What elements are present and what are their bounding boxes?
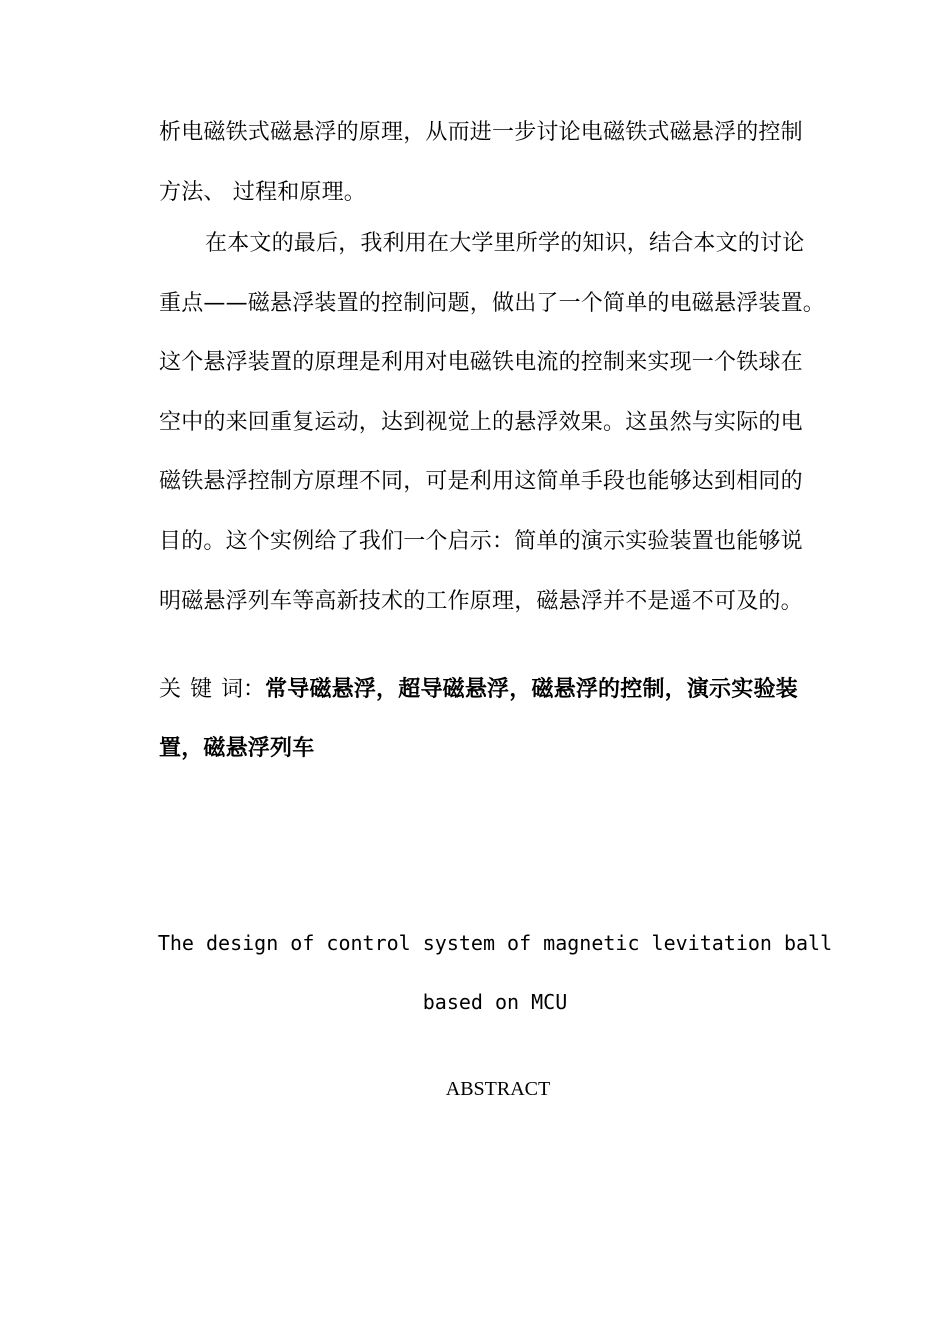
body-line-5: 这个悬浮装置的原理是利用对电磁铁电流的控制来实现一个铁球在 <box>159 350 803 375</box>
abstract-heading: ABSTRACT <box>445 1078 551 1100</box>
body-line-4: 重点——磁悬浮装置的控制问题，做出了一个简单的电磁悬浮装置。 <box>159 291 826 316</box>
body-line-9: 明磁悬浮列车等高新技术的工作原理，磁悬浮并不是遥不可及的。 <box>159 589 803 614</box>
english-title-line-1: The design of control system of magnetic levitation ball <box>157 931 833 955</box>
keywords-line-1 <box>159 675 798 705</box>
body-line-2: 方法、 过程和原理。 <box>159 180 366 205</box>
body-line-1: 析电磁铁式磁悬浮的原理，从而进一步讨论电磁铁式磁悬浮的控制 <box>159 120 803 145</box>
keywords-label: 关 键 词： <box>159 677 266 702</box>
keywords-text-1: 常导磁悬浮，超导磁悬浮，磁悬浮的控制，演示实验装 <box>265 677 798 702</box>
keywords-line-2: 置，磁悬浮列车 <box>159 736 315 761</box>
body-line-6: 空中的来回重复运动，达到视觉上的悬浮效果。这虽然与实际的电 <box>159 410 803 435</box>
body-line-7: 磁铁悬浮控制方原理不同，可是利用这简单手段也能够达到相同的 <box>159 469 803 494</box>
body-line-8: 目的。这个实例给了我们一个启示：简单的演示实验装置也能够说 <box>159 529 803 554</box>
english-title-line-2: based on MCU <box>422 990 568 1014</box>
body-line-3: 在本文的最后，我利用在大学里所学的知识，结合本文的讨论 <box>205 231 805 256</box>
